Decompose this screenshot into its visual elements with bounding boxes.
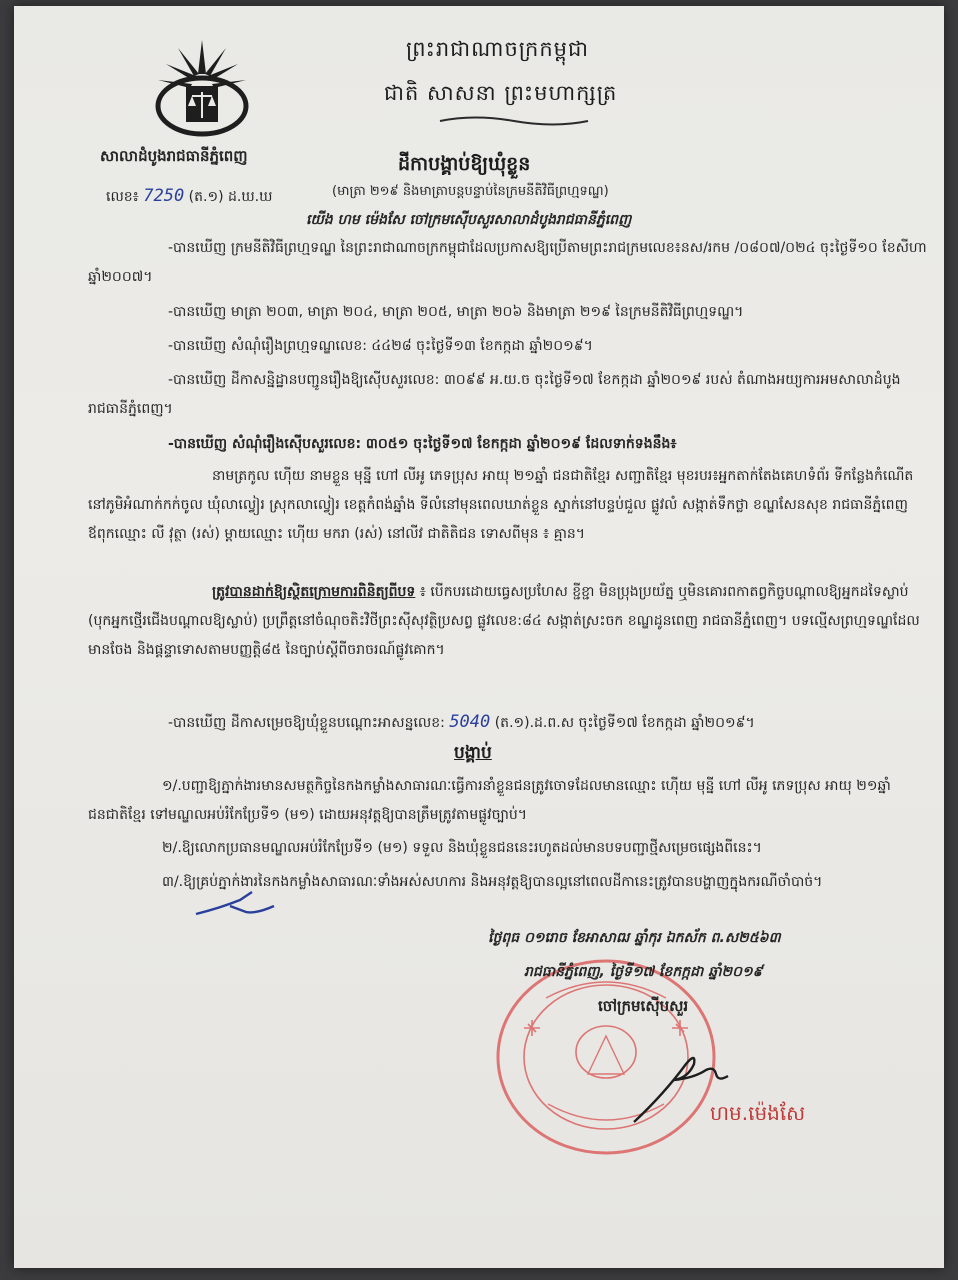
motto-heading: ជាតិ សាសនា ព្រះមហាក្សត្រ [384, 81, 618, 105]
solar-date: រាជធានីភ្នំពេញ, ថ្ងៃទី១៧ ខែកក្កដា ឆ្នាំ២០១៩ [524, 964, 763, 980]
order-1: ១/.បញ្ជាឱ្យភ្នាក់ងារមានសមត្ថកិច្ចនៃកងកម្លាំងសាធារណៈធ្វើការនាំខ្លួនជនត្រូវចោទដែលមានឈ្មោះ ហ៊ើយ មុន្នី ហៅ លីអូ ភេទប្រុស អាយុ ២១ឆ្នាំ ជនជាតិខ្មែរ ទៅមណ្ឌលអប់រំកែប្រែទី១ (ម១) ដោយអនុវត្តឱ្យបានត្រឹមត្រូវតាមផ្លូវច្បាប់។ [88, 778, 891, 823]
kingdom-heading: ព្រះរាជាណាចក្រកម្ពុជា [406, 37, 590, 61]
consideration-5: -បានឃើញ សំណុំរឿងស៊ើបសួរលេខ: ៣០៥១ ចុះថ្ងៃទី១៧ ខែកក្កដា ឆ្នាំ២០១៩ ដែលទាក់ទងនឹង៖ [168, 436, 677, 452]
signatory-name: ហម.ម៉េងសែ [710, 1101, 806, 1125]
warrant-before: -បានឃើញ ដីកាសម្រេចឱ្យឃុំខ្លួនបណ្តោះអាសន្នលេខ: [168, 715, 445, 731]
consideration-4: -បានឃើញ ដីកាសន្និដ្ឋានបញ្ជូនរឿងឱ្យស៊ើបសួរលេខ: ៣០៩៩ អ.យ.ច ចុះថ្ងៃទី១៧ ខែកក្កដា ឆ្នាំ២០១៩ របស់ តំណាងអយ្យការអមសាលាដំបូងរាជធានីភ្នំពេញ។ [88, 372, 901, 417]
consideration-1: -បានឃើញ ក្រមនីតិវិធីព្រហ្មទណ្ឌ នៃព្រះរាជាណាចក្រកម្ពុជាដែលប្រកាសឱ្យប្រើតាមព្រះរាជក្រមលេខ៖នស/រកម /០៨០៧/០២៤ ចុះថ្ងៃទី១០ ខែសីហា ឆ្នាំ២០០៧។ [88, 240, 927, 285]
judge-line: យើង ហម ម៉េងសែ ចៅក្រមស៊ើបសួរសាលាដំបូងរាជធានីភ្នំពេញ [306, 212, 632, 228]
court-name: សាលាដំបូងរាជធានីភ្នំពេញ [100, 147, 248, 165]
title-articles: (មាត្រា ២១៩ និងមាត្រាបន្តបន្ទាប់នៃក្រមនីតិវិធីព្រហ្មទណ្ឌ) [332, 184, 609, 199]
consideration-3: -បានឃើញ សំណុំរឿងព្រហ្មទណ្ឌលេខ: ៤៤២៨ ចុះថ្ងៃទី១៣ ខែកក្កដា ឆ្នាំ២០១៩។ [168, 338, 593, 354]
accused-details: នាមត្រកូល ហ៊ើយ នាមខ្លួន មុន្នី ហៅ លីអូ ភេទប្រុស អាយុ ២១ឆ្នាំ ជនជាតិខ្មែរ សញ្ជាតិខ្មែរ មុខរបរ៖អ្នកតាក់តែងគេហទំព័រ ទីកន្លែងកំណើតនៅភូមិអំណាក់កក់ចូល ឃុំលាល្វៀរ ស្រុកលាល្វៀរ ខេត្តកំពង់ឆ្នាំង ទីលំនៅមុនពេលឃាត់ខ្លួន ស្នាក់នៅបន្ទប់ជួល ផ្លូវលំ សង្កាត់ទឹកថ្លា ខណ្ឌសែនសុខ រាជធានីភ្នំពេញ ឪពុកឈ្មោះ លី វុត្ថា (រស់) ម្តាយឈ្មោះ ហ៊ើយ មករា (រស់) នៅលីវ ជាតិតិជន ទោសពីមុន ៖ គ្មាន។ [88, 468, 914, 542]
charge-lead: ត្រូវបានដាក់ឱ្យស្ថិតក្រោមការពិនិត្យពីបទ [212, 584, 416, 600]
order-3: ៣/.ឱ្យគ្រប់ភ្នាក់ងារនៃកងកម្លាំងសាធារណៈទាំងអស់សហការ និងអនុវត្តឱ្យបានល្អនៅពេលដីកានេះត្រូវបានបង្ហាញក្នុងករណីចាំបាច់។ [162, 874, 823, 890]
reference-number: 7250 [143, 186, 185, 206]
signatory-title: ចៅក្រមស៊ើបសួរ [598, 997, 689, 1015]
order-heading: បង្គាប់ [454, 743, 492, 763]
warrant-number: 5040 [449, 712, 491, 732]
reference-line [106, 186, 272, 207]
court-emblem-icon [146, 34, 258, 140]
warrant-after: (ត.១).ដ.ព.ស ចុះថ្ងៃទី១៧ ខែកក្កដា ឆ្នាំ២០១៩។ [494, 715, 755, 731]
consideration-2: -បានឃើញ មាត្រា ២០៣, មាត្រា ២០៤, មាត្រា ២០៥, មាត្រា ២០៦ និងមាត្រា ២១៩ នៃក្រមនីតិវិធីព្រហ្មទណ្ឌ។ [168, 304, 744, 320]
reference-suffix: (ត.១) ដ.ឃ.ឃ [188, 189, 273, 205]
lunar-date: ថ្ងៃពុធ ០១រោច ខែអាសាឍ ឆ្នាំកុរ ឯកស័ក ព.ស២៥៦៣ [488, 930, 781, 946]
document-page [14, 6, 944, 1268]
charge-text: ៖ បើកបរដោយធ្វេសប្រហែស ខ្ជីខ្ជា មិនប្រុងប្រយ័ត្ន ឬមិនគោរពកាតព្វកិច្ចបណ្តាលឱ្យអ្នកដទៃស្លាប់ (បុកអ្នកថ្មើរជើងបណ្តាលឱ្យស្លាប់) ប្រព្រឹត្តនៅចំណុចតិះវិថីព្រះស៊ីសុវត្ថិប្រសព្វ ផ្លូវលេខ:៨៤ សង្កាត់ស្រះចក ខណ្ឌដូនពេញ រាជធានីភ្នំពេញ។ បទល្មើសព្រហ្មទណ្ឌដែលមានចែង និងផ្តន្ទាទោសតាមបញ្ញត្តិ៨៥ នៃច្បាប់ស្តីពីចរាចរណ៍ផ្លូវគោក។ [88, 584, 920, 658]
document-title: ដីកាបង្គាប់ឱ្យឃុំខ្លួន [398, 153, 531, 175]
pen-initial-icon [190, 886, 280, 926]
warrant-line [168, 712, 755, 733]
divider-ornament-icon [434, 112, 594, 130]
reference-prefix: លេខ៖ [106, 189, 139, 205]
order-2: ២/.ឱ្យលោកប្រធានមណ្ឌលអប់រំកែប្រែទី១ (ម១) ទទួល និងឃុំខ្លួនជននេះរហូតដល់មានបទបញ្ជាថ្មីសម្រេចផ្សេងពីនេះ។ [162, 840, 762, 856]
charge-paragraph [88, 578, 928, 665]
